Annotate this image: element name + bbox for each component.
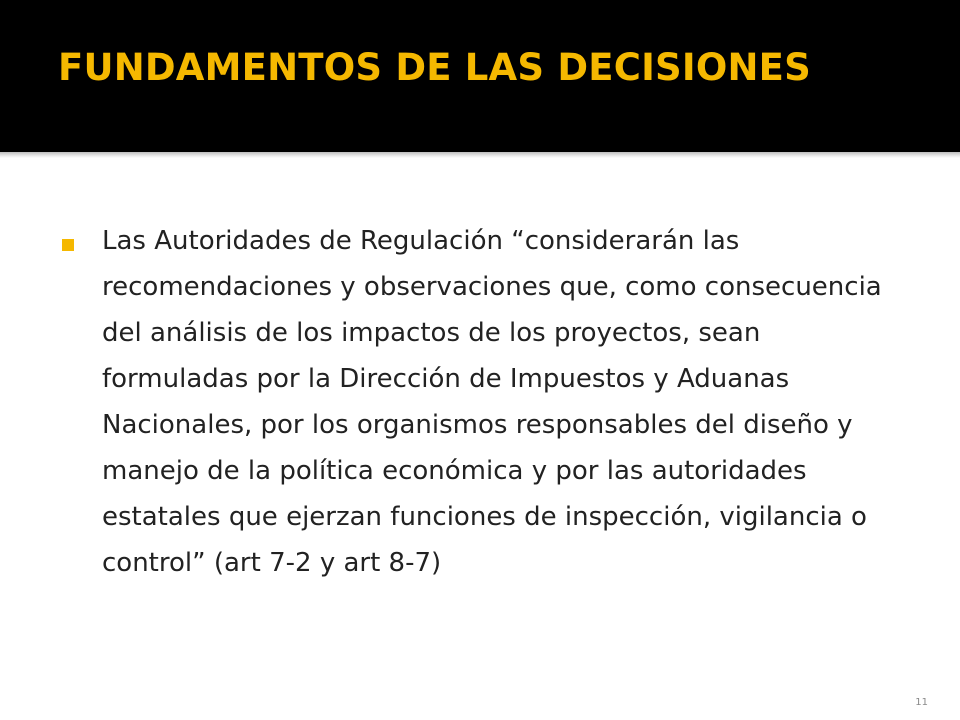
slide-number: 11	[915, 697, 928, 708]
square-bullet-icon	[62, 239, 74, 251]
slide-title: FUNDAMENTOS DE LAS DECISIONES	[58, 46, 811, 89]
slide-body	[62, 218, 892, 586]
title-divider	[0, 152, 960, 158]
title-bar	[0, 0, 960, 152]
bullet-item	[62, 218, 892, 586]
bullet-text: Las Autoridades de Regulación “considerarán las recomendaciones y observaciones que, como consecuencia del análisis de los impactos de los proyectos, sean formuladas por la Dirección de Impuestos y Aduanas Nacionales, por los organismos responsables del diseño y manejo de la política económica y por las autoridades estatales que ejerzan funciones de inspección, vigilancia o control” (art 7-2 y art 8-7)	[102, 226, 882, 578]
